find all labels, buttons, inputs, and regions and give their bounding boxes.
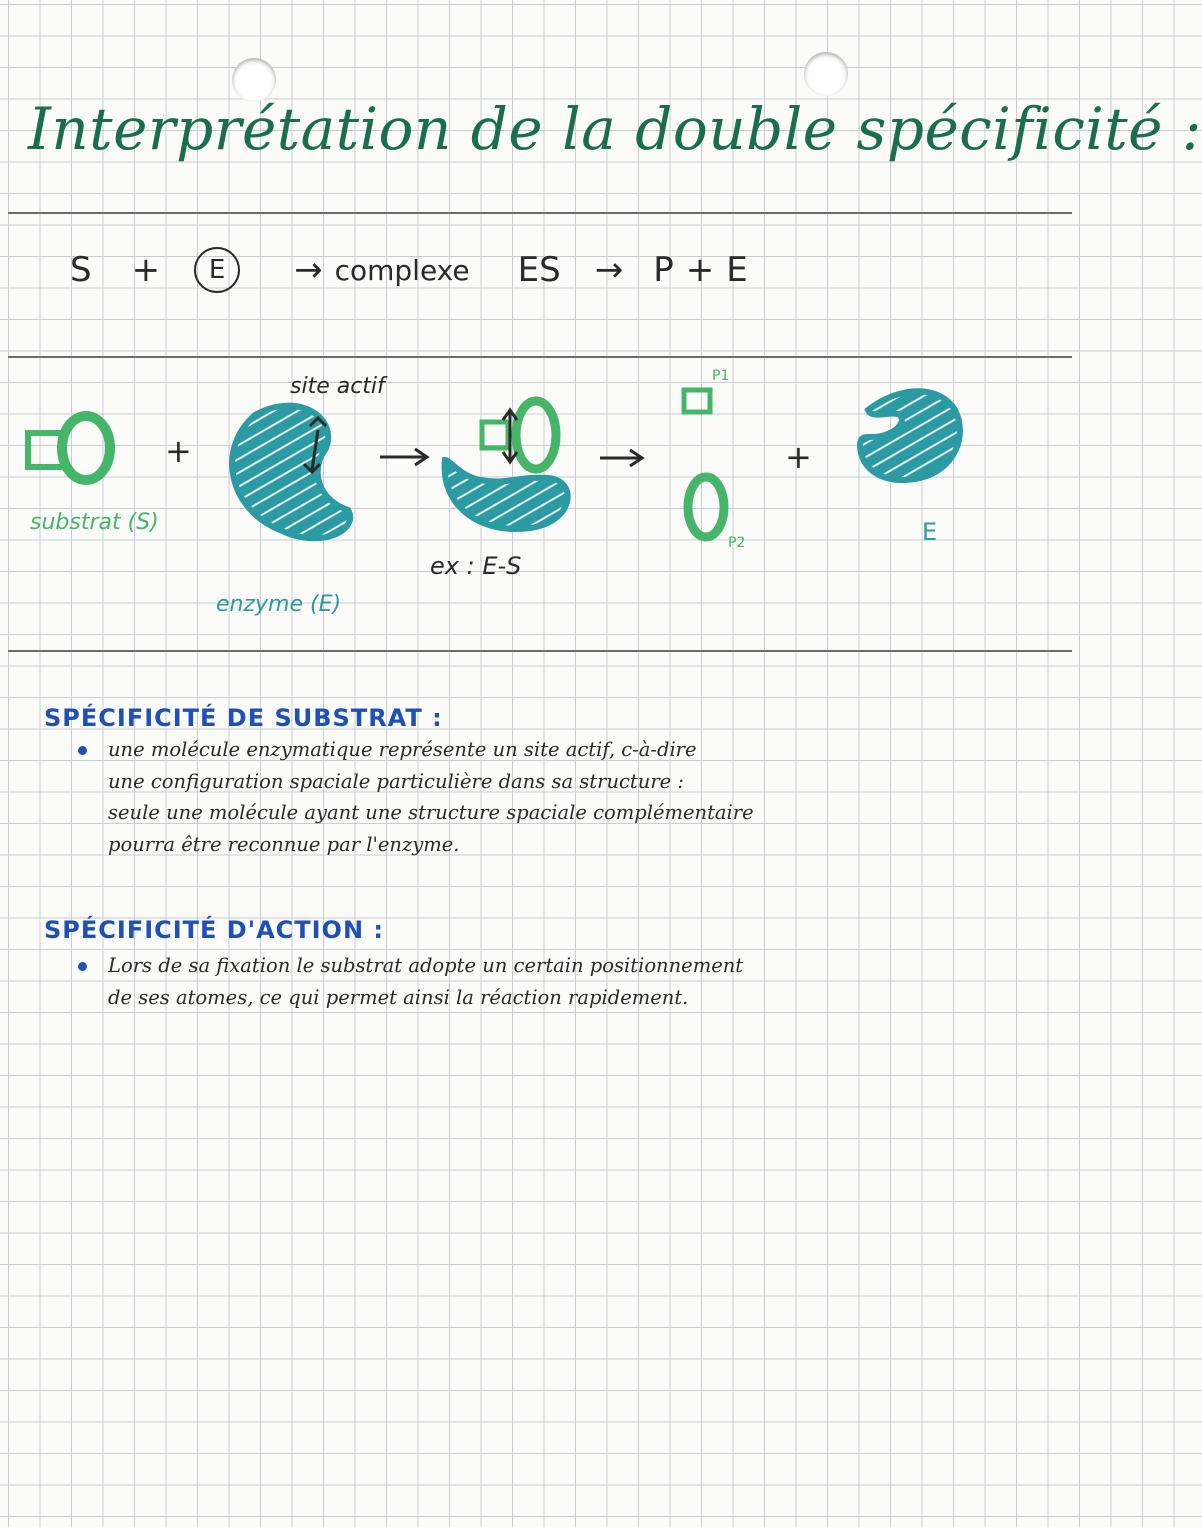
divider-1 [8,212,1072,214]
complex-label: ex : E-S [430,552,522,580]
complex-es-shape [445,401,568,529]
p2-label: P2 [728,535,746,551]
eq-enzyme-2: E [726,250,748,290]
site-actif-label: site actif [290,374,385,399]
eq-enzyme-circled: E [194,247,240,293]
eq-product: P [653,250,674,290]
enzyme-free-shape [860,391,960,480]
enzyme-diagram [0,360,1080,650]
arrow-1 [380,449,427,465]
eq-arrow-2: → [594,250,624,290]
enzyme-shape [232,406,350,539]
plus-label-2: + [785,438,812,476]
eq-arrow: → [294,250,323,290]
eq-plus: + [131,250,161,290]
enzyme-label: enzyme (E) [216,592,342,617]
divider-2 [8,356,1072,358]
text-line: de ses atomes, ce qui permet ainsi la réaction rapidement. [108,985,689,1009]
eq-complex-symbol: ES [517,250,561,290]
section-title-substrat: SPÉCIFICITÉ DE SUBSTRAT : [44,704,443,732]
eq-plus-2: + [685,250,715,290]
text-line: seule une molécule ayant une structure spaciale complémentaire [108,801,754,824]
plus-label-1: + [165,432,192,470]
substrate-label: substrat (S) [30,510,159,535]
eq-complex-word: complexe [334,253,470,287]
section-body-substrat [78,734,1028,860]
reaction-equation [70,245,748,295]
text-line: pourra être reconnue par l'enzyme. [108,832,460,856]
section-body-action [78,950,1028,1013]
divider-3 [8,650,1072,652]
section-title-action: SPÉCIFICITÉ D'ACTION : [44,916,384,944]
page-title: Interprétation de la double spécificité : [28,95,1202,163]
diagram-drawing [0,360,1080,650]
arrow-2 [600,450,642,466]
p1-label: P1 [712,368,730,384]
bullet-substrat [78,734,1028,860]
text-line: une molécule enzymatique représente un site actif, c-à-dire [108,738,697,761]
eq-substrate: S [70,250,92,290]
bullet-action [78,950,1028,1013]
product-shapes [684,390,724,537]
substrate-shape [28,416,110,480]
text-line: Lors de sa fixation le substrat adopte un certain positionnement [108,954,744,977]
text-line: une configuration spaciale particulière dans sa structure : [108,769,684,793]
e-label: E [922,518,938,546]
binder-hole-right [804,52,848,96]
